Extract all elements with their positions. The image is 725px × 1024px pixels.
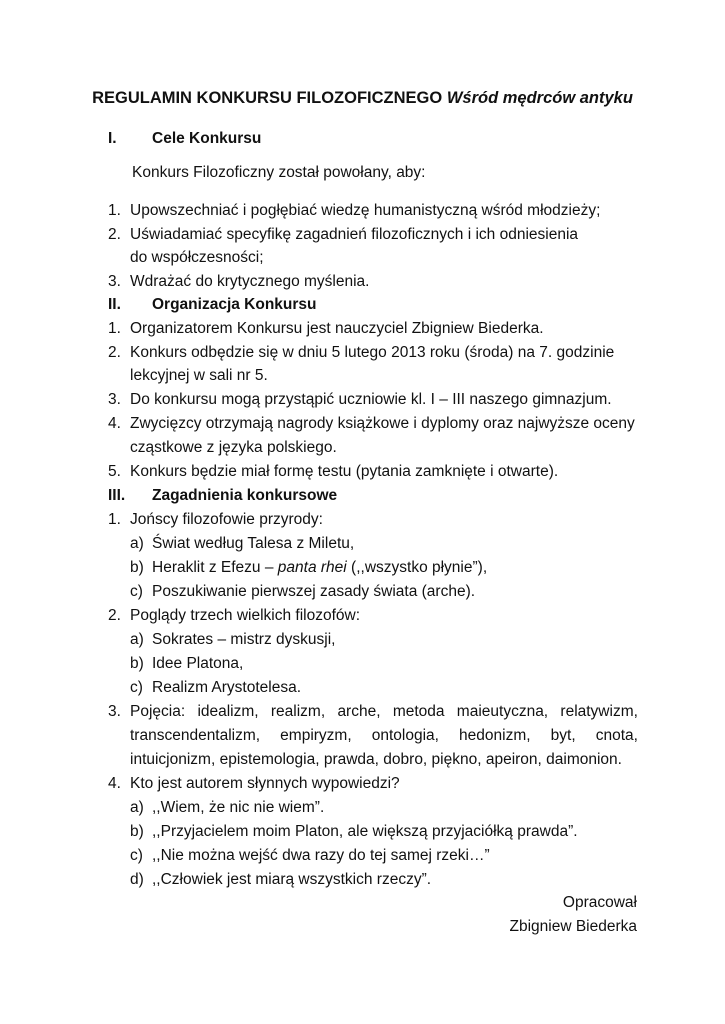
sub-item: a) ,,Wiem, że nic nie wiem”.	[130, 799, 325, 816]
sub-item: b) Idee Platona,	[130, 655, 244, 672]
sub-item: c) ,,Nie można wejść dwa razy do tej samej rzeki…”	[130, 847, 490, 864]
list-item-continuation: cząstkowe z języka polskiego.	[130, 439, 337, 456]
list-item-continuation: intuicjonizm, epistemologia, prawda, dobro, piękno, apeiron, daimonion.	[130, 751, 622, 768]
list-item: 1. Organizatorem Konkursu jest nauczyciel Zbigniew Biederka.	[108, 320, 544, 337]
signature-label: Opracował	[562, 894, 637, 911]
list-item: 3. Do konkursu mogą przystąpić uczniowie kl. I – III naszego gimnazjum.	[108, 391, 612, 408]
list-item: 1. Jońscy filozofowie przyrody:	[108, 511, 323, 528]
list-item-justified: 3. Pojęcia: idealizm, realizm, arche, metoda maieutyczna, relatywizm,	[108, 703, 638, 720]
list-item: 2. Poglądy trzech wielkich filozofów:	[108, 607, 361, 624]
sub-item: b) Heraklit z Efezu – panta rhei (,,wszystko płynie”),	[130, 559, 488, 576]
sub-item: c) Poszukiwanie pierwszej zasady świata (arche).	[130, 583, 476, 600]
sub-item: b) ,,Przyjacielem moim Platon, ale większą przyjaciółką prawda”.	[130, 823, 578, 840]
sub-item: a) Sokrates – mistrz dyskusji,	[130, 631, 336, 648]
section-heading-organizacja: II. Organizacja Konkursu	[108, 296, 317, 313]
signature-name: Zbigniew Biederka	[509, 918, 637, 935]
list-item: 4. Zwycięzcy otrzymają nagrody książkowe i dyplomy oraz najwyższe oceny	[108, 415, 635, 432]
sub-item: d) ,,Człowiek jest miarą wszystkich rzeczy”.	[130, 871, 432, 888]
list-item-justified-continuation: transcendentalizm, empiryzm, ontologia, hedonizm, byt, cnota,	[130, 727, 638, 744]
title-main: REGULAMIN KONKURSU FILOZOFICZNEGO	[92, 89, 443, 107]
list-item: 5. Konkurs będzie miał formę testu (pytania zamknięte i otwarte).	[108, 463, 559, 480]
list-item-continuation: lekcyjnej w sali nr 5.	[130, 367, 268, 384]
title-italic: Wśród mędrców antyku	[446, 89, 633, 107]
sub-item: c) Realizm Arystotelesa.	[130, 679, 302, 696]
sub-item: a) Świat według Talesa z Miletu,	[130, 535, 355, 552]
list-item: 3. Wdrażać do krytycznego myślenia.	[108, 273, 370, 290]
list-item: 1. Upowszechniać i pogłębiać wiedzę humanistyczną wśród młodzieży;	[108, 202, 601, 219]
section-heading-cele: I. Cele Konkursu	[108, 130, 262, 147]
list-item: 4. Kto jest autorem słynnych wypowiedzi?	[108, 775, 400, 792]
list-item: 2. Uświadamiać specyfikę zagadnień filozoficznych i ich odniesienia	[108, 226, 579, 243]
list-item: 2. Konkurs odbędzie się w dniu 5 lutego 2013 roku (środa) na 7. godzinie	[108, 344, 615, 361]
list-item-continuation: do współczesności;	[130, 249, 264, 266]
cele-intro: Konkurs Filozoficzny został powołany, aby:	[132, 164, 426, 181]
document-title	[0, 89, 725, 108]
section-heading-zagadnienia: III. Zagadnienia konkursowe	[108, 487, 338, 504]
